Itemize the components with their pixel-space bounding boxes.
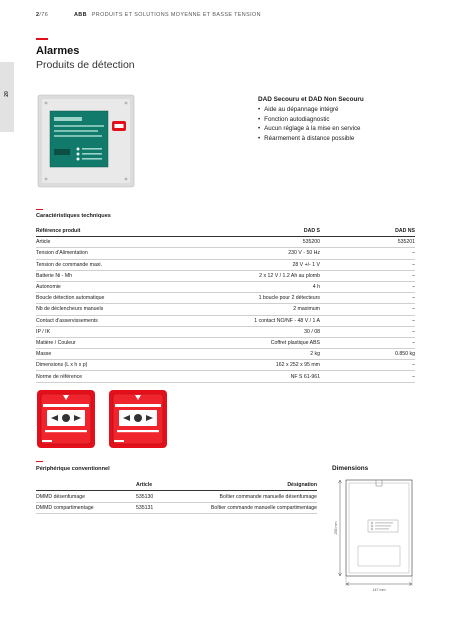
column-header (36, 480, 136, 491)
peripheral-table (36, 480, 317, 514)
dimension-width-label: 147 mm (372, 588, 386, 592)
column-header: Référence produit (36, 226, 178, 237)
table-row (36, 315, 415, 326)
cell-article: 535131 (136, 502, 186, 513)
cell-dad-s: 2 x 12 V / 1.2 Ah au plomb (178, 270, 320, 281)
section-accent-bar (36, 461, 43, 462)
cell-dad-ns: – (320, 270, 415, 281)
page-number: 2 (36, 12, 40, 18)
dimensions-title: Dimensions (332, 465, 369, 472)
cell-dad-s: 535200 (178, 237, 320, 248)
cell-dad-ns: – (320, 281, 415, 292)
row-label: Article (36, 237, 178, 248)
column-header: Article (136, 480, 186, 491)
page-subtitle: Produits de détection (36, 59, 135, 71)
title-accent-bar (36, 38, 48, 40)
table-row (36, 259, 415, 270)
column-header: DAD NS (320, 226, 415, 237)
table-row (36, 491, 317, 502)
row-label: Boucle détection automatique (36, 293, 178, 304)
table-header-row (36, 226, 415, 237)
cell-dad-s: 4 h (178, 281, 320, 292)
dad-panel-image (36, 93, 136, 189)
table-row (36, 326, 415, 337)
feature-item: • Aide au dépannage intégré (258, 105, 360, 115)
table-header-row (36, 480, 317, 491)
row-label: Matière / Couleur (36, 337, 178, 348)
table-row (36, 371, 415, 382)
cell-dad-ns: – (320, 259, 415, 270)
row-label: Contact d'asservissements (36, 315, 178, 326)
cell-dad-s: 2 kg (178, 349, 320, 360)
cell-article: 535130 (136, 491, 186, 502)
spec-table (36, 226, 415, 383)
row-label: IP / IK (36, 326, 178, 337)
section-name: PRODUITS ET SOLUTIONS MOYENNE ET BASSE TENSION (91, 12, 261, 18)
dmmd-compartimentage-image (108, 389, 168, 449)
dimension-height-label: 258 mm (334, 521, 338, 535)
table-row (36, 360, 415, 371)
cell-dad-ns: – (320, 337, 415, 348)
cell-dad-ns: – (320, 293, 415, 304)
cell-dad-s: 162 x 252 x 95 mm (178, 360, 320, 371)
row-label: Norme de référence (36, 371, 178, 382)
row-label: Nb de déclencheurs manuels (36, 304, 178, 315)
cell-dad-ns: – (320, 304, 415, 315)
row-label: DMMD désenfumage (36, 491, 136, 502)
cell-dad-ns: – (320, 360, 415, 371)
cell-dad-ns: 535201 (320, 237, 415, 248)
row-label: Autonomie (36, 281, 178, 292)
page-header (36, 12, 261, 18)
cell-dad-s: 230 V - 50 Hz (178, 248, 320, 259)
cell-dad-s: 1 boucle pour 2 détecteurs (178, 293, 320, 304)
feature-item: • Aucun réglage à la mise en service (258, 124, 360, 134)
features-list (258, 105, 360, 143)
cell-dad-s: 2 maximum (178, 304, 320, 315)
cell-dad-ns: – (320, 326, 415, 337)
table-row (36, 304, 415, 315)
table-row (36, 281, 415, 292)
cell-dad-s: 28 V +/- 1 V (178, 259, 320, 270)
row-label: Masse (36, 349, 178, 360)
section-accent-bar (36, 209, 43, 210)
peripheral-section-title: Périphérique conventionnel (36, 466, 110, 472)
cell-dad-s: NF S 61-961 (178, 371, 320, 382)
table-row (36, 248, 415, 259)
cell-designation: Boîtier commande manuelle compartimentage (186, 502, 317, 513)
page-title: Alarmes (36, 45, 80, 57)
brand-name: ABB (74, 12, 87, 18)
table-row (36, 349, 415, 360)
feature-item: • Réarmement à distance possible (258, 134, 360, 144)
cell-dad-ns: – (320, 371, 415, 382)
features-title: DAD Secouru et DAD Non Secouru (258, 96, 364, 103)
cell-designation: Boîtier commande manuelle désenfumage (186, 491, 317, 502)
cell-dad-ns: – (320, 315, 415, 326)
cell-dad-ns: – (320, 248, 415, 259)
row-label: DMMD compartimentage (36, 502, 136, 513)
cell-dad-ns: 0.850 kg (320, 349, 415, 360)
table-row (36, 502, 317, 513)
page-total: /76 (39, 12, 49, 18)
side-tab-number: 20 (4, 91, 10, 97)
table-row (36, 337, 415, 348)
table-row (36, 270, 415, 281)
table-row (36, 237, 415, 248)
column-header: Désignation (186, 480, 317, 491)
dmmd-desenfumage-image (36, 389, 96, 449)
row-label: Batterie Ni - Mh (36, 270, 178, 281)
tech-section-title: Caractéristiques techniques (36, 213, 111, 219)
table-row (36, 293, 415, 304)
cell-dad-s: Coffret plastique ABS (178, 337, 320, 348)
cell-dad-s: 1 contact NO/NF - 48 V / 1 A (178, 315, 320, 326)
feature-item: • Fonction autodiagnostic (258, 115, 360, 125)
row-label: Tension d'Alimentation (36, 248, 178, 259)
dimensions-drawing (330, 476, 420, 596)
row-label: Tension de commande maxi. (36, 259, 178, 270)
cell-dad-s: 30 / 08 (178, 326, 320, 337)
column-header: DAD S (178, 226, 320, 237)
row-label: Dimensions (L x h x p) (36, 360, 178, 371)
